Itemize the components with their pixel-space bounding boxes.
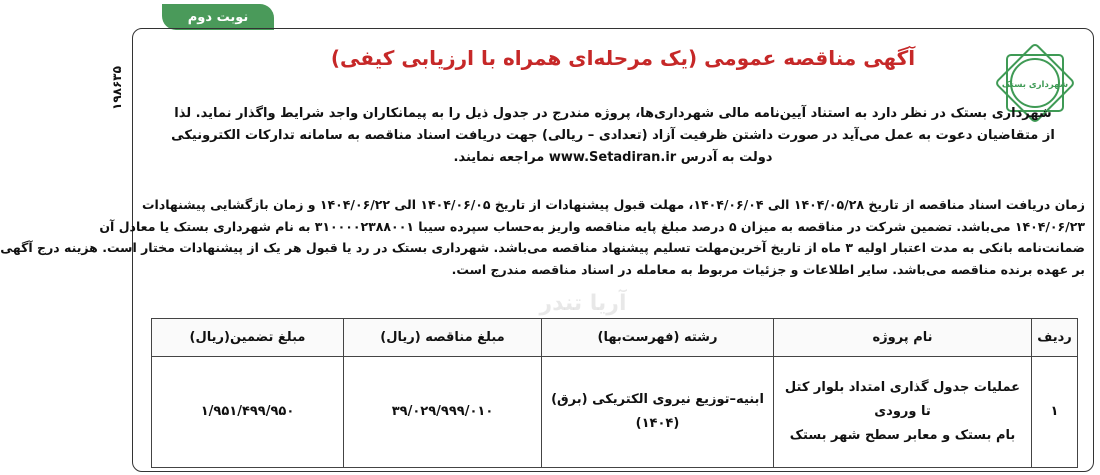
conditions-line: ۱۴۰۴/۰۶/۲۳ می‌باشد. تضمین شرکت در مناقصه به میزان ۵ درصد مبلغ پایه مناقصه واریز به‌حساب سپرده سیبا ۳۱۰۰۰۰۲۳۸۸۰۰۱ به نام شهرداری بستک یا معادل آن	[99, 218, 1085, 234]
logo-text: شهرداری بستک	[1001, 80, 1069, 90]
cell-guarantee-amount	[152, 357, 344, 468]
header-field: رشته (فهرست‌بها)	[542, 319, 774, 357]
ad-code: ۱۹۸۶۳۵	[110, 66, 124, 110]
table-header-row	[152, 319, 1078, 357]
project-name-line-2: بام بستک و معابر سطح شهر بستک	[789, 428, 1016, 443]
cell-project-name	[774, 357, 1032, 468]
cell-field: ابنیه–توزیع نیروی الکتریکی (برق) (۱۴۰۴)	[542, 357, 774, 468]
header-row-number: ردیف	[1032, 319, 1078, 357]
conditions-line: زمان دریافت اسناد مناقصه از تاریخ ۱۴۰۴/۰۵/۲۸ الی ۱۴۰۴/۰۶/۰۴، مهلت قبول پیشنهادات از تاریخ ۱۴۰۴/۰۶/۰۵ الی ۱۴۰۴/۰۶/۲۲ و زمان بازگشایی پیشنهادات	[141, 197, 1085, 212]
setad-link[interactable]: www.Setadiran.ir	[548, 150, 677, 165]
cell-tender-amount	[344, 357, 542, 468]
conditions-line: بر عهده برنده مناقصه می‌باشد. سایر اطلاعات و جزئیات مربوط به معامله در اسناد مناقصه مندرج است.	[451, 261, 1085, 277]
tender-table	[151, 318, 1078, 468]
intro-line-3-prefix: دولت به آدرس	[680, 150, 773, 165]
page-title: آگهی مناقصه عمومی (یک مرحله‌ای همراه با ارزیابی کیفی)	[330, 46, 916, 70]
intro-paragraph	[141, 103, 1085, 169]
conditions-line: ضمانت‌نامه بانکی به مدت اعتبار اولیه ۳ ماه از تاریخ آخرین‌مهلت تسلیم پیشنهاد مناقصه می‌باشد. شهرداری بستک در رد یا قبول هر یک از پیشنهادات مختار است. هزینه درج آگهی	[0, 240, 1085, 255]
header-guarantee-amount: مبلغ تضمین(ریال)	[152, 319, 344, 357]
guarantee-amount-value: ۱/۹۵۱/۴۹۹/۹۵۰	[200, 404, 295, 419]
header-tender-amount: مبلغ مناقصه (ریال)	[344, 319, 542, 357]
conditions-paragraph	[0, 194, 1085, 280]
tender-amount-value: ۳۹/۰۲۹/۹۹۹/۰۱۰	[391, 404, 494, 419]
round-badge: نوبت دوم	[162, 4, 274, 30]
cell-row-number: ۱	[1032, 357, 1078, 468]
header-project-name: نام پروژه	[774, 319, 1032, 357]
intro-line-2: از متقاضیان دعوت به عمل می‌آید در صورت داشتن ظرفیت آزاد (تعدادی – ریالی) جهت دریافت اسناد مناقصه به سامانه تدارکات الکترونیکی	[171, 128, 1055, 143]
intro-line-1: شهرداری بستک در نظر دارد به استناد آیین‌نامه مالی شهرداری‌ها، پروژه مندرج در جدول ذیل را به پیمانکاران واجد شرایط واگذار نماید. لذا	[174, 106, 1052, 121]
table-row	[152, 357, 1078, 468]
intro-line-3	[141, 147, 1085, 169]
watermark: آریا تندر	[539, 291, 627, 316]
project-name-line-1: عملیات جدول گذاری امتداد بلوار کتل تا ورودی	[784, 380, 1021, 419]
intro-line-3-suffix: مراجعه نمایند.	[453, 150, 545, 165]
